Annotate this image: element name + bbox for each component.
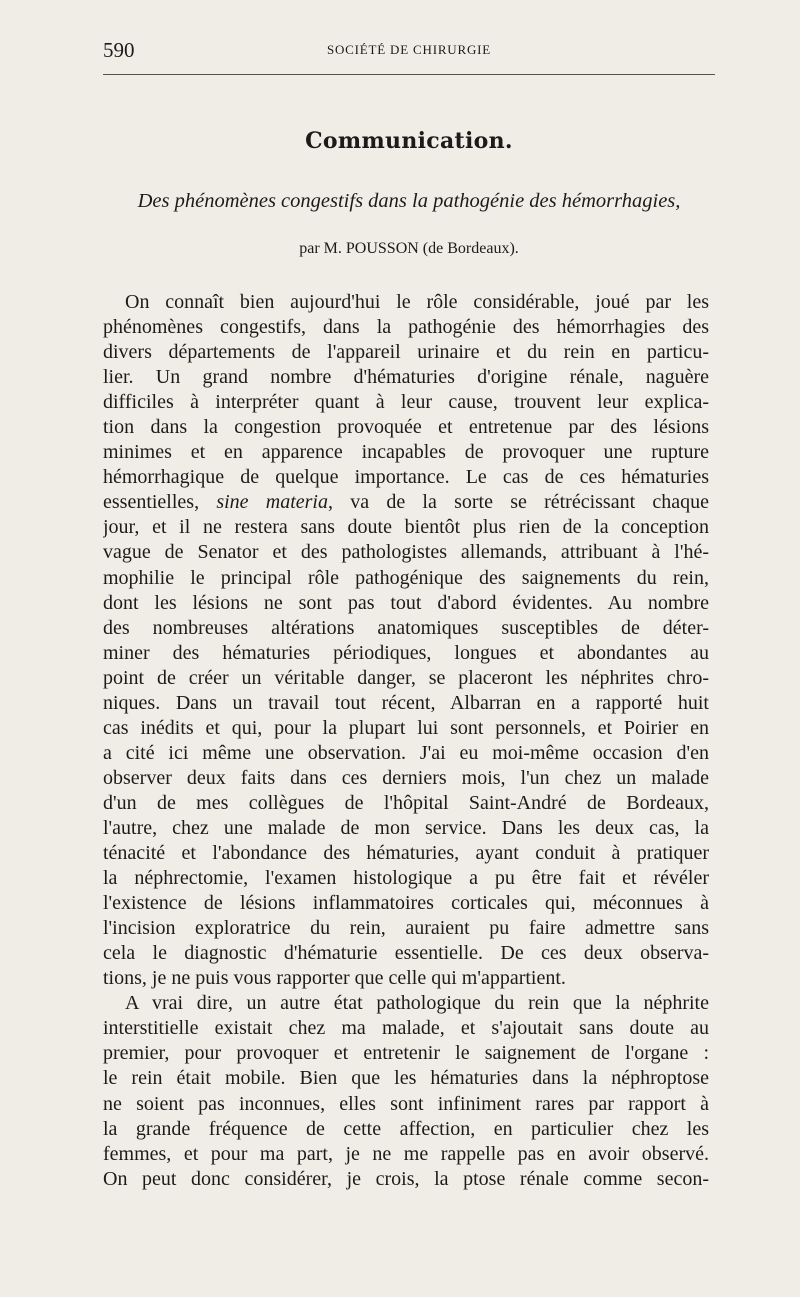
text-line: divers départements de l'appareil urinaire et du rein en particu- xyxy=(103,341,709,364)
text-fragment: , va de la sorte se rétrécissant chaque xyxy=(328,491,709,514)
text-line: observer deux faits dans ces derniers mois, l'un chez un malade xyxy=(103,766,709,789)
text-line: On peut donc considérer, je crois, la ptose rénale comme secon- xyxy=(103,1167,709,1190)
text-line: jour, et il ne restera sans doute bientôt plus rien de la conception xyxy=(103,516,709,539)
text-line: le rein était mobile. Bien que les hématuries dans la néphroptose xyxy=(103,1067,709,1090)
byline: par M. POUSSON (de Bordeaux). xyxy=(299,240,519,257)
body-text xyxy=(103,290,709,1192)
text-line: cas inédits et qui, pour la plupart lui sont personnels, et Poirier en xyxy=(103,716,709,739)
text-line: cela le diagnostic d'hématurie essentielle. De ces deux observa- xyxy=(103,942,709,965)
text-line: a cité ici même une observation. J'ai eu moi-même occasion d'en xyxy=(103,741,709,764)
text-line: miner des hématuries périodiques, longues et abondantes au xyxy=(103,641,709,664)
text-line: l'existence de lésions inflammatoires corticales qui, méconnues à xyxy=(103,892,709,915)
text-fragment: essentielles, xyxy=(103,491,200,514)
text-line: hémorrhagique de quelque importance. Le cas de ces hématuries xyxy=(103,466,709,489)
text-line: minimes et en apparence incapables de provoquer une rupture xyxy=(103,441,709,464)
text-line: la grande fréquence de cette affection, en particulier chez les xyxy=(103,1117,709,1140)
text-line: la néphrectomie, l'examen histologique a pu être fait et révéler xyxy=(103,867,709,890)
text-line: point de créer un véritable danger, se placeront les néphrites chro- xyxy=(103,666,709,689)
page-header xyxy=(103,38,715,64)
text-line: vague de Senator et des pathologistes allemands, attribuant à l'hé- xyxy=(103,541,709,564)
text-line: interstitielle existait chez ma malade, et s'ajoutait sans doute au xyxy=(103,1017,709,1040)
page-number: 590 xyxy=(103,38,135,62)
text-line: femmes, et pour ma part, je ne me rappelle pas en avoir observé. xyxy=(103,1142,709,1165)
text-line: mophilie le principal rôle pathogénique des saignements du rein, xyxy=(103,566,709,589)
text-line: ténacité et l'abondance des hématuries, ayant conduit à pratiquer xyxy=(103,842,709,865)
text-line: niques. Dans un travail tout récent, Albarran en a rapporté huit xyxy=(103,691,709,714)
text-line: phénomènes congestifs, dans la pathogénie des hémorrhagies des xyxy=(103,316,709,339)
text-line: tions, je ne puis vous rapporter que celle qui m'appartient. xyxy=(103,967,566,990)
section-title: Communication. xyxy=(305,128,513,154)
italic-phrase: sine materia xyxy=(216,491,328,514)
text-line: dont les lésions ne sont pas tout d'abord évidentes. Au nombre xyxy=(103,591,709,614)
text-line: d'un de mes collègues de l'hôpital Saint-André de Bordeaux, xyxy=(103,791,709,814)
text-line: tion dans la congestion provoquée et entretenue par des lésions xyxy=(103,416,709,439)
text-line: ne soient pas inconnues, elles sont infiniment rares par rapport à xyxy=(103,1092,709,1115)
text-line: On connaît bien aujourd'hui le rôle considérable, joué par les xyxy=(125,291,709,313)
article-title: Des phénomènes congestifs dans la pathogénie des hémorrhagies, xyxy=(137,190,681,212)
text-line: des nombreuses altérations anatomiques susceptibles de déter- xyxy=(103,616,709,639)
text-line-with-italic xyxy=(103,490,709,515)
running-head: SOCIÉTÉ DE CHIRURGIE xyxy=(326,42,492,57)
text-line: lier. Un grand nombre d'hématuries d'origine rénale, naguère xyxy=(103,366,709,389)
text-line: l'autre, chez une malade de mon service. Dans les deux cas, la xyxy=(103,816,709,839)
header-rule xyxy=(103,74,715,75)
text-line: premier, pour provoquer et entretenir le saignement de l'organe : xyxy=(103,1042,709,1065)
text-line: A vrai dire, un autre état pathologique du rein que la néphrite xyxy=(125,992,709,1015)
text-line: l'incision exploratrice du rein, auraient pu faire admettre sans xyxy=(103,917,709,940)
text-line: difficiles à interpréter quant à leur cause, trouvent leur explica- xyxy=(103,391,709,414)
